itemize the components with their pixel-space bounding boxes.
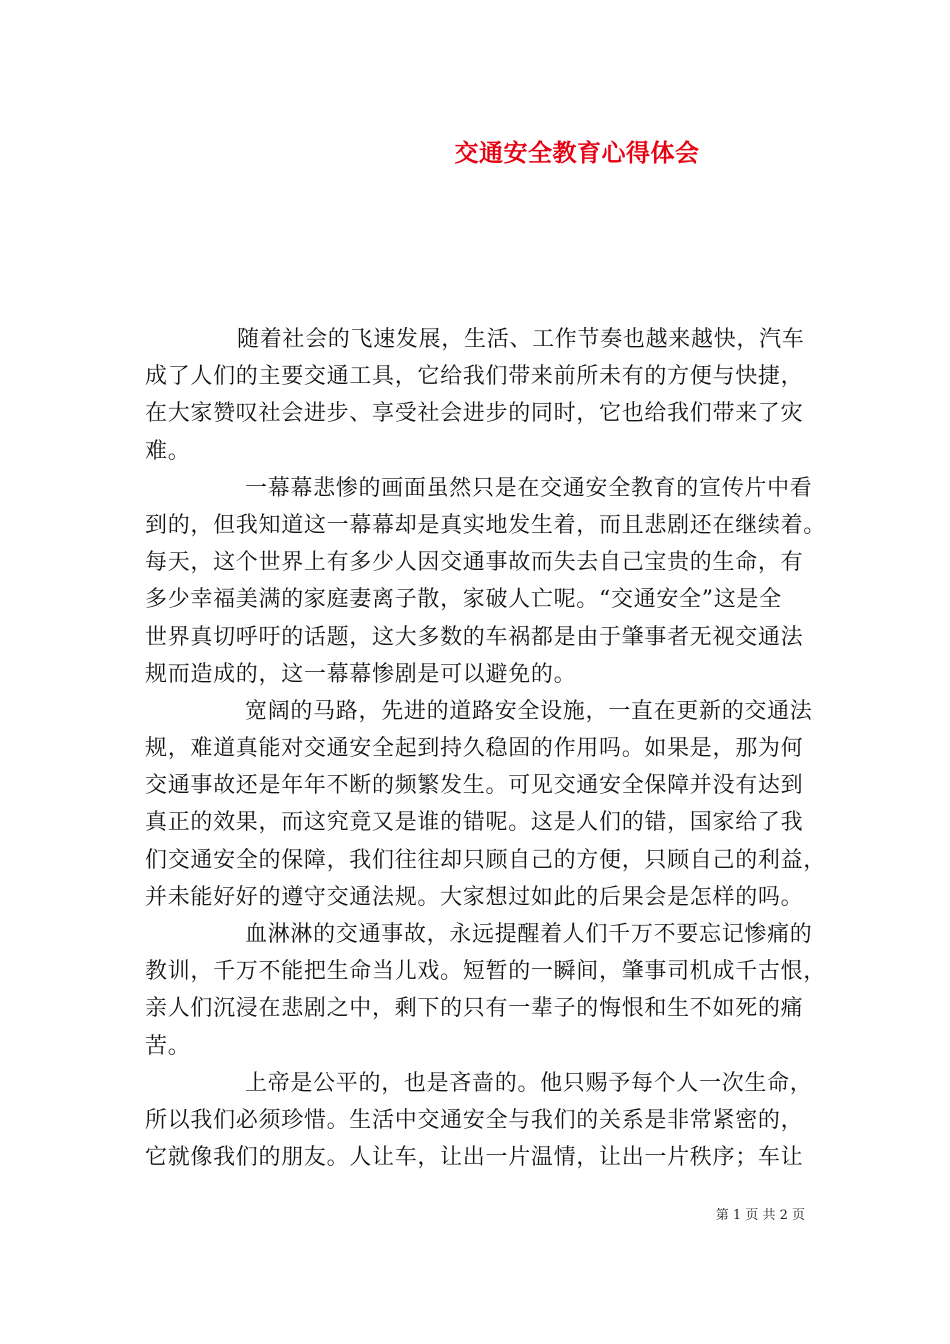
text-line: 规而造成的，这一幕幕惨剧是可以避免的。	[145, 661, 577, 687]
text-line: 随着社会的飞速发展，生活、工作节奏也越来越快，汽车	[237, 327, 805, 352]
text-line: 亲人们沉浸在悲剧之中，剩下的只有一辈子的悔恨和生不如死的痛	[145, 996, 804, 1022]
text-line: 真正的效果，而这究竟又是谁的错呢。这是人们的错，国家给了我	[145, 810, 804, 836]
paragraph	[145, 321, 845, 470]
text-line: 教训，千万不能把生命当儿戏。短暂的一瞬间，肇事司机成千古恨，	[145, 959, 827, 985]
text-line: 多少幸福美满的家庭妻离子散，家破人亡呢。“交通安全”这是全	[145, 587, 782, 613]
text-line: 规，难道真能对交通安全起到持久稳固的作用吗。如果是，那为何	[145, 736, 804, 762]
text-line: 一幕幕悲惨的画面虽然只是在交通安全教育的宣传片中看	[245, 475, 813, 501]
text-line: 难。	[145, 438, 191, 464]
document-title: 交通安全教育心得体会	[454, 138, 700, 167]
text-line: 苦。	[145, 1033, 191, 1059]
paragraph	[145, 1065, 845, 1177]
text-line: 血淋淋的交通事故，永远提醒着人们千万不要忘记惨痛的	[245, 922, 813, 947]
page-number: 第 1 页 共 2 页	[715, 1208, 805, 1223]
text-line: 交通事故还是年年不断的频繁发生。可见交通安全保障并没有达到	[145, 773, 804, 799]
text-line: 世界真切呼吁的话题，这大多数的车祸都是由于肇事者无视交通法	[145, 624, 804, 650]
paragraph	[145, 693, 845, 916]
text-line: 宽阔的马路，先进的道路安全设施，一直在更新的交通法	[245, 698, 813, 724]
paragraph	[145, 916, 845, 1065]
document-body	[145, 321, 845, 1176]
text-line: 每天，这个世界上有多少人因交通事故而失去自己宝贵的生命，有	[145, 550, 804, 576]
text-line: 们交通安全的保障，我们往往却只顾自己的方便，只顾自己的利益，	[145, 847, 827, 873]
text-line: 并未能好好的遵守交通法规。大家想过如此的后果会是怎样的吗。	[145, 884, 804, 910]
text-line: 上帝是公平的，也是吝啬的。他只赐予每个人一次生命，	[245, 1070, 813, 1096]
paragraph	[145, 470, 845, 693]
text-line: 成了人们的主要交通工具，它给我们带来前所未有的方便与快捷，	[145, 364, 804, 390]
text-line: 它就像我们的朋友。人让车，让出一片温情，让出一片秩序；车让	[145, 1145, 804, 1171]
text-line: 在大家赞叹社会进步、享受社会进步的同时，它也给我们带来了灾	[145, 401, 804, 427]
text-line: 到的，但我知道这一幕幕却是真实地发生着，而且悲剧还在继续着。	[145, 512, 827, 538]
text-line: 所以我们必须珍惜。生活中交通安全与我们的关系是非常紧密的，	[145, 1107, 804, 1133]
